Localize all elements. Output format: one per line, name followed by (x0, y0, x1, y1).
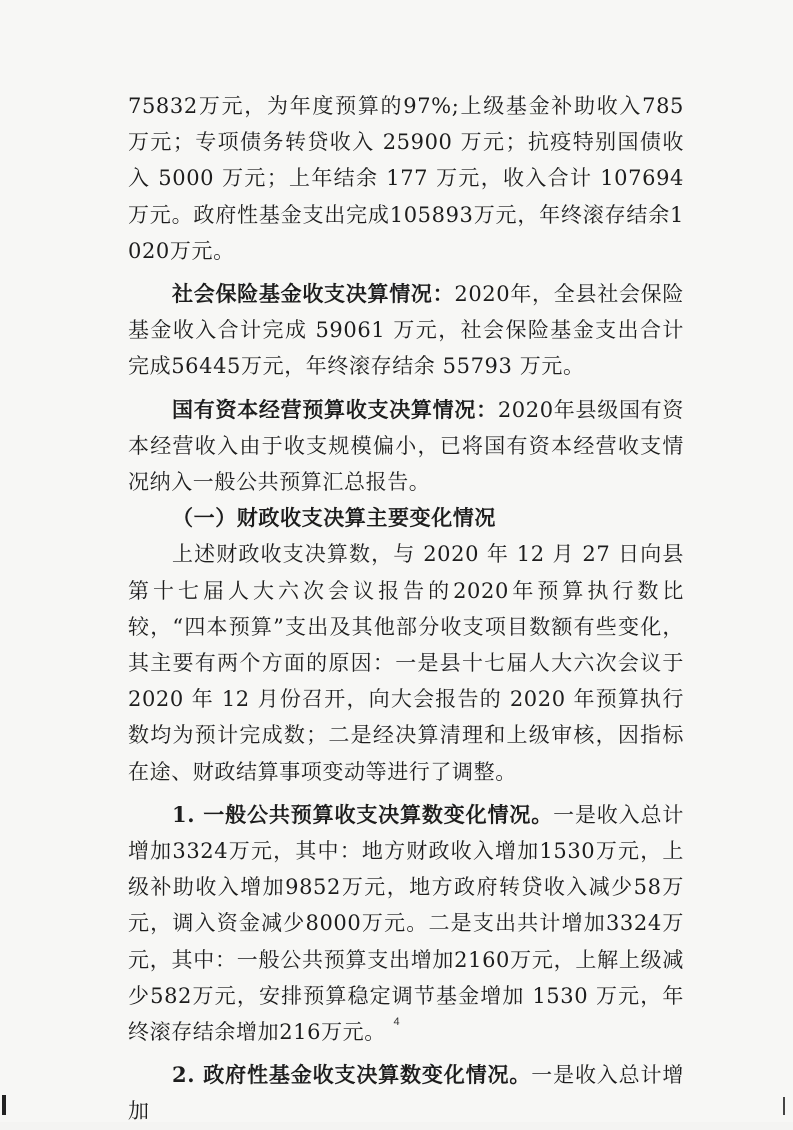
page-number: 4 (393, 1016, 400, 1028)
paragraph-text: 一是收入总计增加 (128, 1063, 684, 1124)
paragraph-lead: 1. 一般公共预算收支决算数变化情况。 (172, 801, 554, 827)
paragraph-fund-summary (128, 88, 684, 269)
paragraph-government-fund-change (128, 1057, 684, 1129)
section-heading (128, 500, 684, 536)
paragraph-text: 2020年县级国有资本经营收入由于收支规模偏小，已将国有资本经营收支情况纳入一般公共预算汇总报告。 (128, 397, 684, 495)
paragraph-general-budget-change (128, 797, 684, 1050)
scan-edge-mark (2, 1095, 6, 1115)
paragraph-change-reasons (128, 536, 684, 789)
paragraph-state-capital (128, 392, 684, 501)
paragraph-social-insurance (128, 276, 684, 385)
section-heading-text: （一）财政收支决算主要变化情况 (172, 505, 496, 531)
paragraph-text: 2020年，全县社会保险基金收入合计完成 59061 万元，社会保险基金支出合计完成56445万元，年终滚存结余 55793 万元。 (128, 282, 684, 379)
paragraph-text: 一是收入总计增加3324万元，其中：地方财政收入增加1530万元，上级补助收入增加9852万元，地方政府转贷收入减少58万元，调入资金减少8000万元。二是支出共计增加3324万元，其中：一般公共预算支出增加2160万元，上解上级减少582万元，安排预算稳定调节基金增加 1530 万元，年终滚存结余增加216万元。 (128, 802, 684, 1045)
paragraph-text: 上述财政收支决算数，与 2020 年 12 月 27 日向县第十七届人大六次会议报告的2020年预算执行数比较，“四本预算”支出及其他部分收支项目数额有些变化，其主要有两个方面的原因：一是县十七届人大六次会议于 2020 年 12 月份召开，向大会报告的 2020 年预算执行数均为预计完成数；二是经决算清理和上级审核，因指标在途、财政结算事项变动等进行了调整。 (128, 542, 684, 784)
paragraph-lead: 国有资本经营预算收支决算情况： (172, 396, 498, 422)
scan-edge-mark (783, 1097, 785, 1115)
document-body (128, 88, 684, 1130)
paragraph-text: 75832万元，为年度预算的97%;上级基金补助收入785万元；专项债务转贷收入 25900 万元；抗疫特别国债收入 5000 万元；上年结余 177 万元，收入合计 107694 万元。政府性基金支出完成105893万元，年终滚存结余1020万元。 (128, 94, 684, 263)
paragraph-lead: 2. 政府性基金收支决算数变化情况。 (172, 1062, 532, 1088)
paragraph-lead: 社会保险基金收支决算情况： (172, 281, 455, 307)
